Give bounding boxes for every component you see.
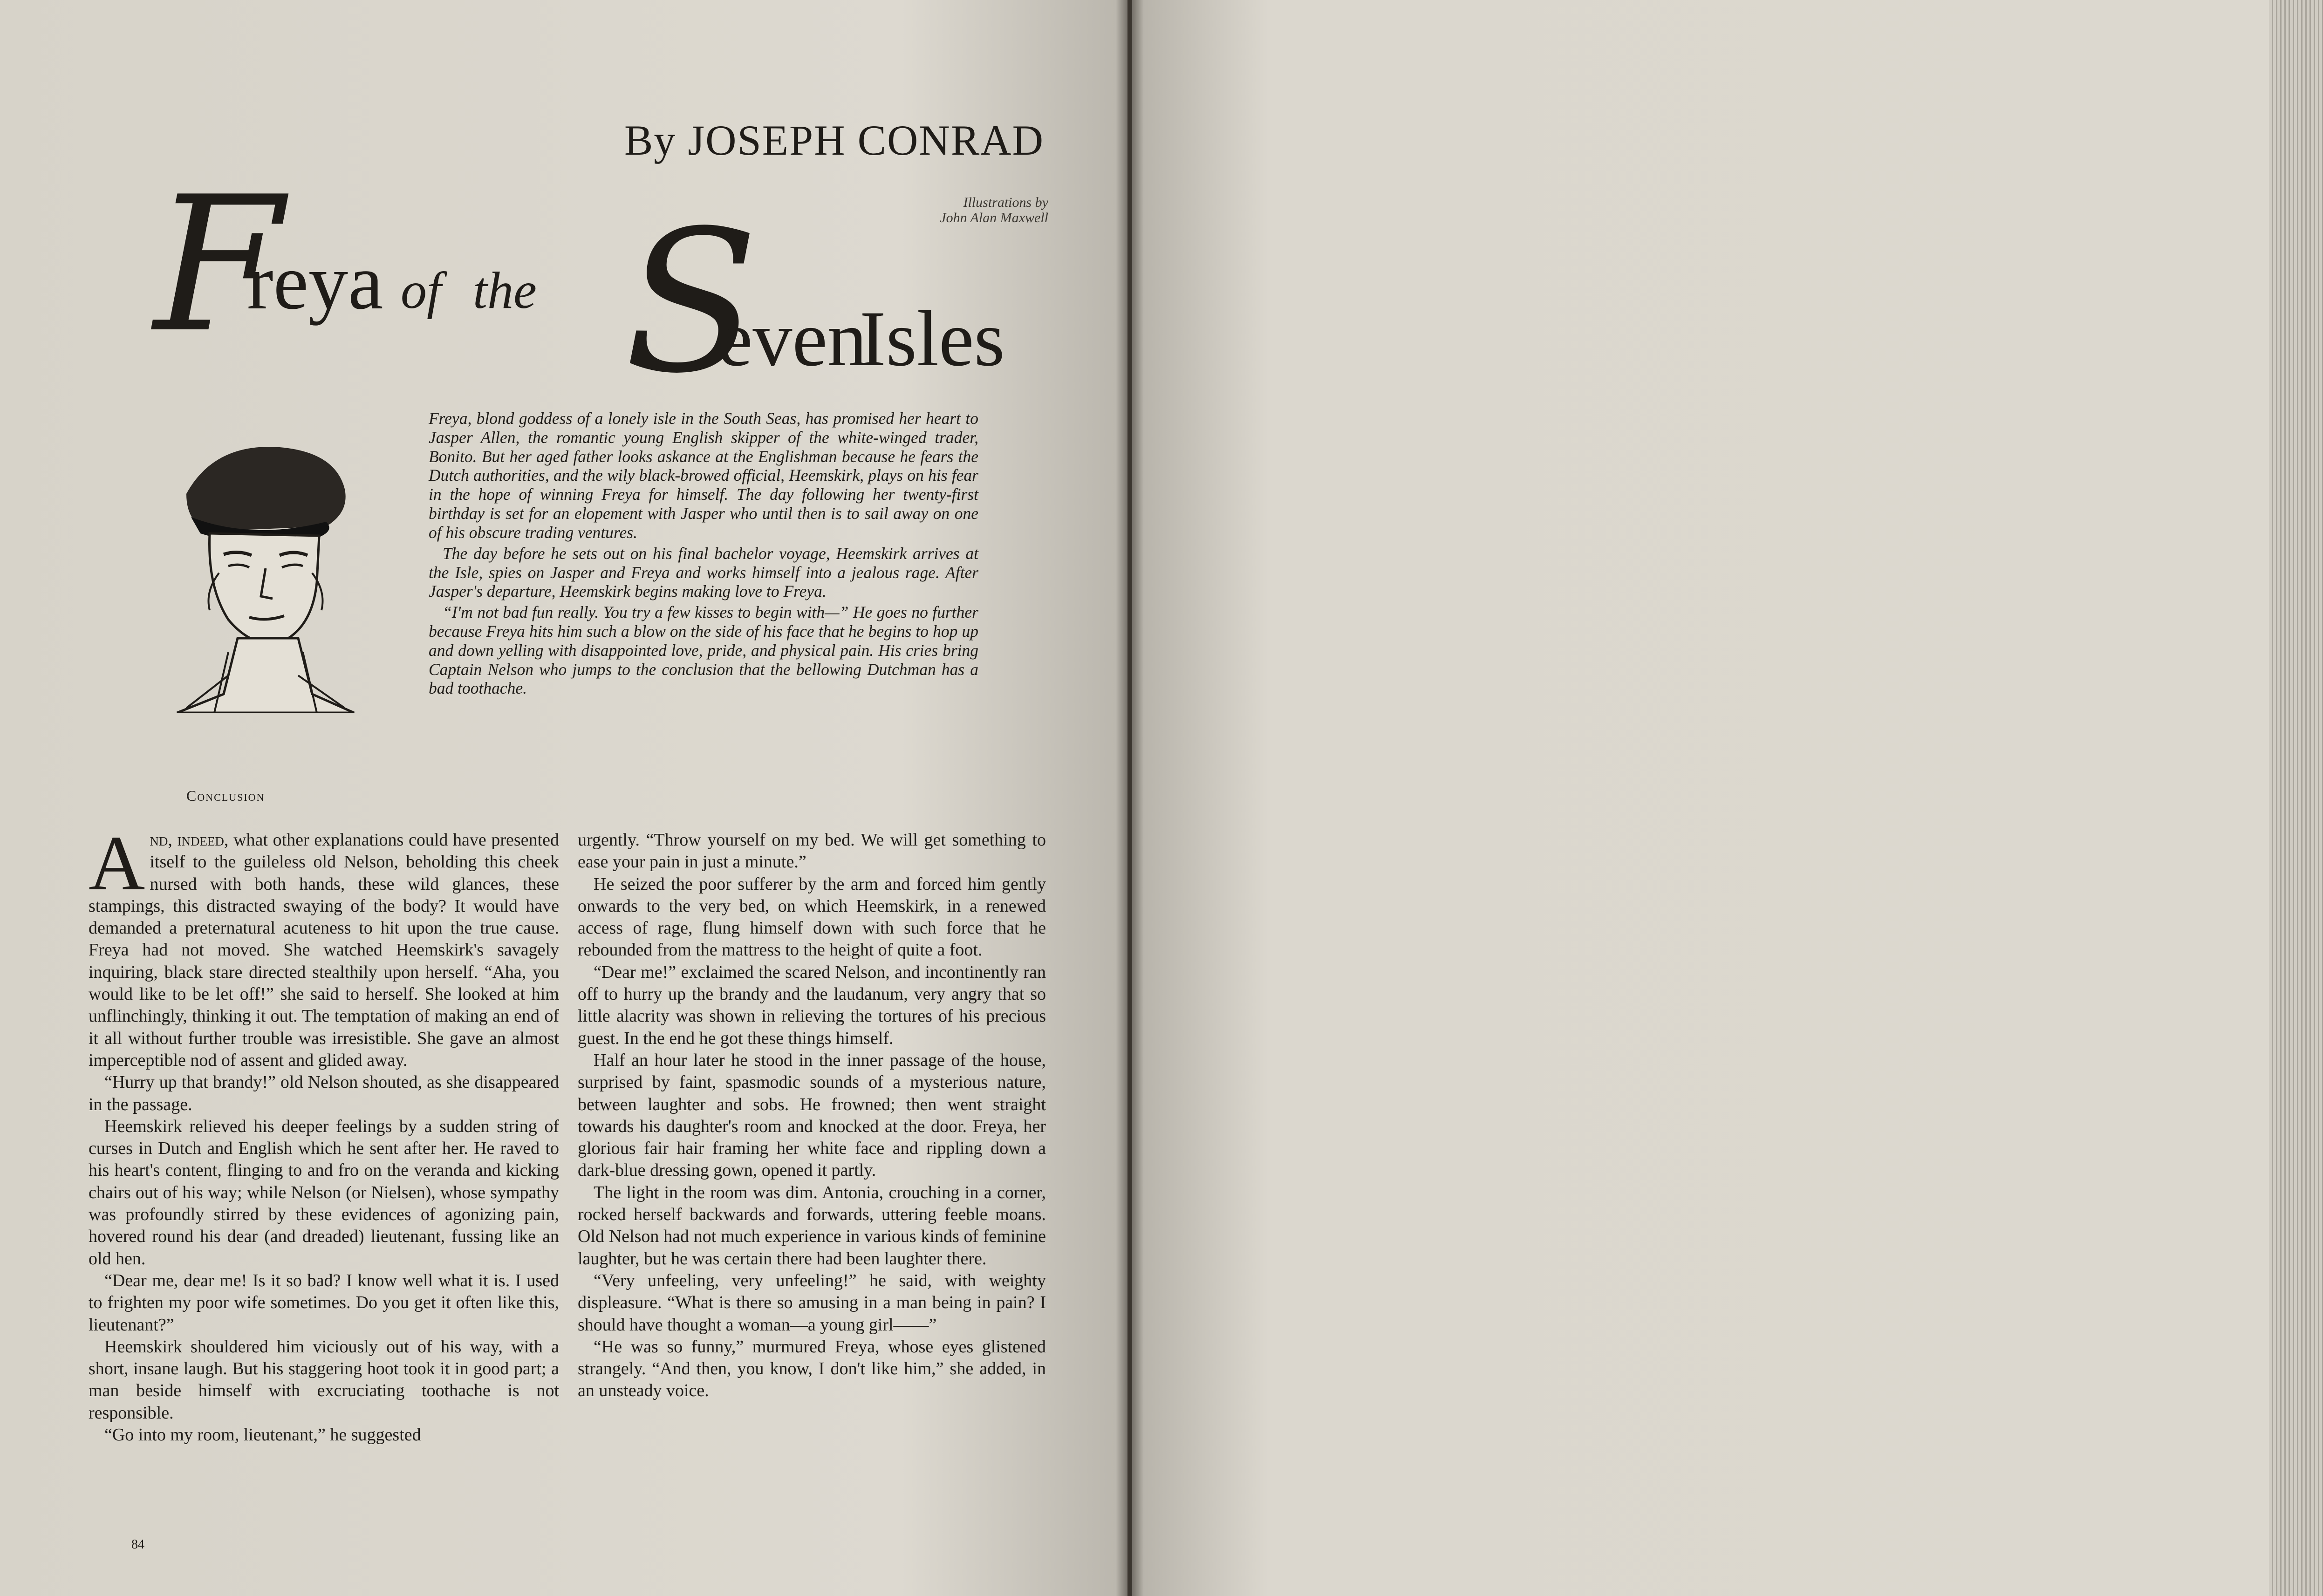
title-the: the xyxy=(473,262,537,320)
body-paragraph: “Dear me, dear me! Is it so bad? I know well what it is. I used to frighten my poor wife sometimes. Do you get it often like this, lieutenant?” xyxy=(89,1270,559,1335)
illustration-credit xyxy=(899,195,1048,225)
title-isles: Isles xyxy=(860,295,1005,382)
section-label: Conclusion xyxy=(186,787,265,804)
opening-text: what other explanations could have presented itself to the guileless old Nelson, beholding this cheek nursed with both hands, these wild glances, these stampings, this distracted swaying of the body? It would have demanded a preternatural acuteness to hit upon the true cause. Freya had not moved. She watched Heemskirk's savagely inquiring, black stare directed stealthily upon herself. “Aha, you would like to be let off!” she said to herself. She looked at him unflinchingly, thinking it out. The temptation of making an end of it all without further trouble was irresistible. She gave an almost imperceptible nod of assent and glided away. xyxy=(89,830,559,1070)
page-edges xyxy=(2269,0,2323,1596)
body-paragraph: Half an hour later he stood in the inner passage of the house, surprised by faint, spasmodic sounds of a mysterious nature, between laughter and sobs. He frowned; then went straight towards his daughter's room and knocked at the door. Freya, her glorious fair hair framing her white face and rippling down a dark-blue dressing gown, opened it partly. xyxy=(578,1050,1046,1180)
title-freya: reya xyxy=(247,238,383,326)
body-paragraph: “Dear me!” exclaimed the scared Nelson, and incontinently ran off to hurry up the brandy and the laudanum, very angry that so little alacrity was shown in relieving the tortures of his precious guest. In the end he got these things himself. xyxy=(578,962,1046,1048)
body-paragraph: Heemskirk shouldered him viciously out of his way, with a short, insane laugh. But his staggering hoot took it in good part; a man beside himself with excruciating toothache is not responsible. xyxy=(89,1337,559,1423)
synopsis xyxy=(429,409,978,700)
body-paragraph: “Hurry up that brandy!” old Nelson shouted, as she disappeared in the passage. xyxy=(89,1072,559,1114)
synopsis-paragraph: The day before he sets out on his final bachelor voyage, Heemskirk arrives at the Isle, spies on Jasper and Freya and works himself into a jealous rage. After Jasper's departure, Heemskirk begins making love to Freya. xyxy=(429,544,978,601)
body-paragraph: The light in the room was dim. Antonia, crouching in a corner, rocked herself backwards and forwards, uttering feeble moans. Old Nelson had not much experience in various kinds of feminine laughter, but he was certain there had been laughter there. xyxy=(578,1182,1046,1269)
title-of: of xyxy=(401,262,442,320)
title-initial-s: S xyxy=(624,189,758,416)
credit-line-2: John Alan Maxwell xyxy=(940,210,1048,225)
body-paragraph: “Go into my room, lieutenant,” he suggested xyxy=(104,1425,421,1445)
body-paragraph: urgently. “Throw yourself on my bed. We will get something to ease your pain in just a minute.” xyxy=(578,830,1046,872)
right-page xyxy=(1132,0,2269,1596)
title-initial-f: F xyxy=(154,157,283,374)
book-spine-shadow xyxy=(1116,0,1144,1596)
body-paragraph: Heemskirk relieved his deeper feelings by a sudden string of curses in Dutch and English which he sent after her. He raved to his heart's content, flinging to and fro on the veranda and kicking chairs out of his way; while Nelson (or Nielsen), whose sympathy was profoundly stirred by these evidences of agonizing pain, hovered round his dear (and dreaded) lieutenant, fussing like an old hen. xyxy=(89,1116,559,1269)
body-paragraph: “He was so funny,” murmured Freya, whose eyes glistened strangely. “And then, you know, I don't like him,” she added, in an unsteady voice. xyxy=(578,1337,1046,1401)
drop-cap: A xyxy=(89,820,145,907)
synopsis-paragraph: Freya, blond goddess of a lonely isle in the South Seas, has promised her heart to Jasper Allen, the romantic young English skipper of the white-winged trader, Bonito. But her aged father looks askance at the Englishman because he fears the Dutch authorities, and the wily black-browed official, Heemskirk, plays on his fear in the hope of winning Freya for himself. The day following her twenty-first birthday is set for an elopement with Jasper who until then is to sail away on one of his obscure trading ventures. xyxy=(429,409,978,542)
sailor-portrait-illustration xyxy=(158,433,363,713)
lead-in: nd, indeed, xyxy=(150,830,229,850)
opening-paragraph xyxy=(89,820,559,1071)
byline: By JOSEPH CONRAD xyxy=(624,116,1045,164)
title-even: even xyxy=(717,295,867,382)
body-paragraph: He seized the poor sufferer by the arm and forced him gently onwards to the very bed, on which Heemskirk, in a renewed access of rage, flung himself down with such force that he rebounded from the mattress to the height of quite a foot. xyxy=(578,874,1046,960)
body-paragraph: “Very unfeeling, very unfeeling!” he said, with weighty displeasure. “What is there so amusing in a man being in pain? I should have thought a woman—a young girl——” xyxy=(578,1270,1046,1335)
credit-line-1: Illustrations by xyxy=(963,195,1048,210)
left-column-2 xyxy=(578,829,1046,1402)
left-column-1 xyxy=(89,820,559,1446)
page-number-left: 84 xyxy=(131,1537,144,1552)
left-page xyxy=(0,0,1127,1596)
synopsis-paragraph: “I'm not bad fun really. You try a few kisses to begin with—” He goes no further because Freya hits him such a blow on the side of his face that he begins to hop up and down yelling with disappointed love, pride, and physical pain. His cries bring Captain Nelson who jumps to the conclusion that the bellowing Dutchman has a bad toothache. xyxy=(429,603,978,698)
